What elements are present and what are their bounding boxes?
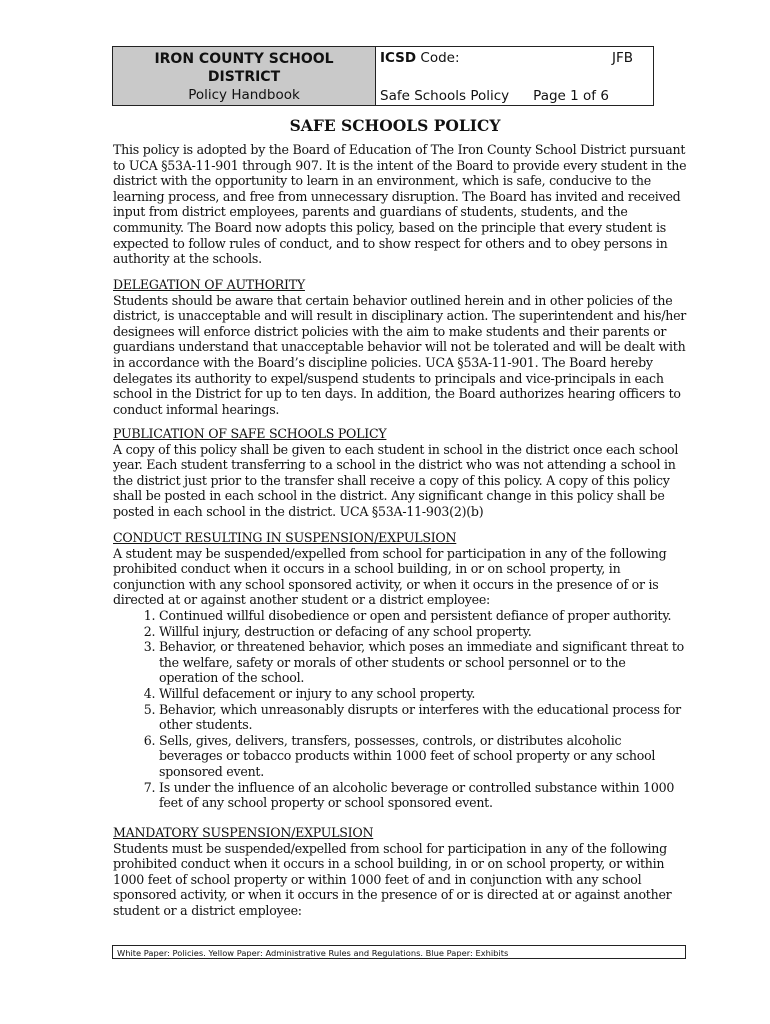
list-item: 7. Is under the influence of an alcoholic beverage or controlled substance within 1000 feet of any school property or school sponsored event. — [159, 780, 688, 811]
footer-note: White Paper: Policies. Yellow Paper: Administrative Rules and Regulations. Blue Paper: Exhibits — [112, 945, 686, 959]
policy-line — [380, 88, 635, 104]
section-text: A student may be suspended/expelled from school for participation in any of the following prohibited conduct when it occurs in a school building, in or on school property, in conjunction with any school sponsored activity, or when it occurs in the presence of or is directed at or against another student or a district employee: — [113, 545, 667, 608]
handbook-label: Policy Handbook — [188, 87, 300, 103]
code-value: JFB — [611, 50, 633, 66]
section-text: Students should be aware that certain behavior outlined herein and in other policies of the district, is unacceptable and will result in disciplinary action. The superintendent and his/her designees will enforce district policies with the aim to make students and their parents or guardians understand that unacceptable behavior will not be tolerated and will be dealt with in accordance with the Board’s discipline policies. UCA §53A-11-901. The Board hereby delegates its authority to expel/suspend students to principals and vice-principals in each school in the District for up to ten days. In addition, the Board authorizes hearing officers to conduct informal hearings. — [113, 292, 687, 417]
section-heading: DELEGATION OF AUTHORITY — [113, 277, 305, 292]
intro-paragraph: This policy is adopted by the Board of Education of The Iron County School District pursuant to UCA §53A-11-901 through 907. It is the intent of the Board to provide every student in the district with the opportunity to learn in an environment, which is safe, conducive to the learning process, and free from unnecessary disruption. The Board has invited and received input from district employees, parents and guardians of students, students, and the community. The Board now adopts this policy, based on the principle that every student is expected to follow rules of conduct, and to show respect for others and to obey persons in authority at the schools. — [113, 142, 687, 267]
intro-block — [113, 142, 688, 267]
section-delegation — [113, 277, 688, 417]
section-heading: PUBLICATION OF SAFE SCHOOLS POLICY — [113, 426, 387, 441]
list-item: 5. Behavior, which unreasonably disrupts or interferes with the educational process for other students. — [159, 702, 688, 733]
section-publication — [113, 426, 688, 520]
section-heading: MANDATORY SUSPENSION/EXPULSION — [113, 825, 374, 840]
list-item: 3. Behavior, or threatened behavior, which poses an immediate and significant threat to the welfare, safety or morals of other students or school personnel or to the operation of the school. — [159, 639, 688, 686]
page-title: SAFE SCHOOLS POLICY — [289, 116, 501, 135]
list-item: 6. Sells, gives, delivers, transfers, possesses, controls, or distributes alcoholic beverages or tobacco products within 1000 feet of school property or any school sponsored event. — [159, 733, 688, 780]
list-item: 1. Continued willful disobedience or open and persistent defiance of proper authority. — [159, 608, 688, 624]
section-text: A copy of this policy shall be given to each student in school in the district once each school year. Each student transferring to a school in the district who was not attending a school in the district just prior to the transfer shall receive a copy of this policy. A copy of this policy shall be posted in each school in the district. Any significant change in this policy shall be posted in each school in the district. UCA §53A-11-903(2)(b) — [113, 441, 679, 519]
district-name: IRON COUNTY SCHOOL DISTRICT — [154, 51, 334, 85]
section-text: Students must be suspended/expelled from school for participation in any of the following prohibited conduct when it occurs in a school building, in or on school property, or within 1000 feet of school property or within 1000 feet of and in conjunction with any school sponsored activity, or when it occurs in the presence of or is directed at or against another student or a district employee: — [113, 840, 672, 918]
header-table — [112, 46, 654, 106]
page-number: Page 1 of 6 — [533, 88, 609, 104]
section-mandatory — [113, 825, 688, 919]
code-prefix: ICSD — [380, 50, 417, 66]
code-line — [380, 50, 633, 66]
section-conduct — [113, 530, 688, 811]
policy-name: Safe Schools Policy — [380, 88, 510, 104]
code-label: Code: — [416, 50, 460, 66]
header-code-cell — [376, 47, 653, 105]
list-item: 4. Willful defacement or injury to any school property. — [159, 686, 688, 702]
header-district-cell — [113, 47, 376, 105]
list-item: 2. Willful injury, destruction or defacing of any school property. — [159, 624, 688, 640]
section-heading: CONDUCT RESULTING IN SUSPENSION/EXPULSION — [113, 530, 457, 545]
conduct-list — [113, 608, 688, 811]
